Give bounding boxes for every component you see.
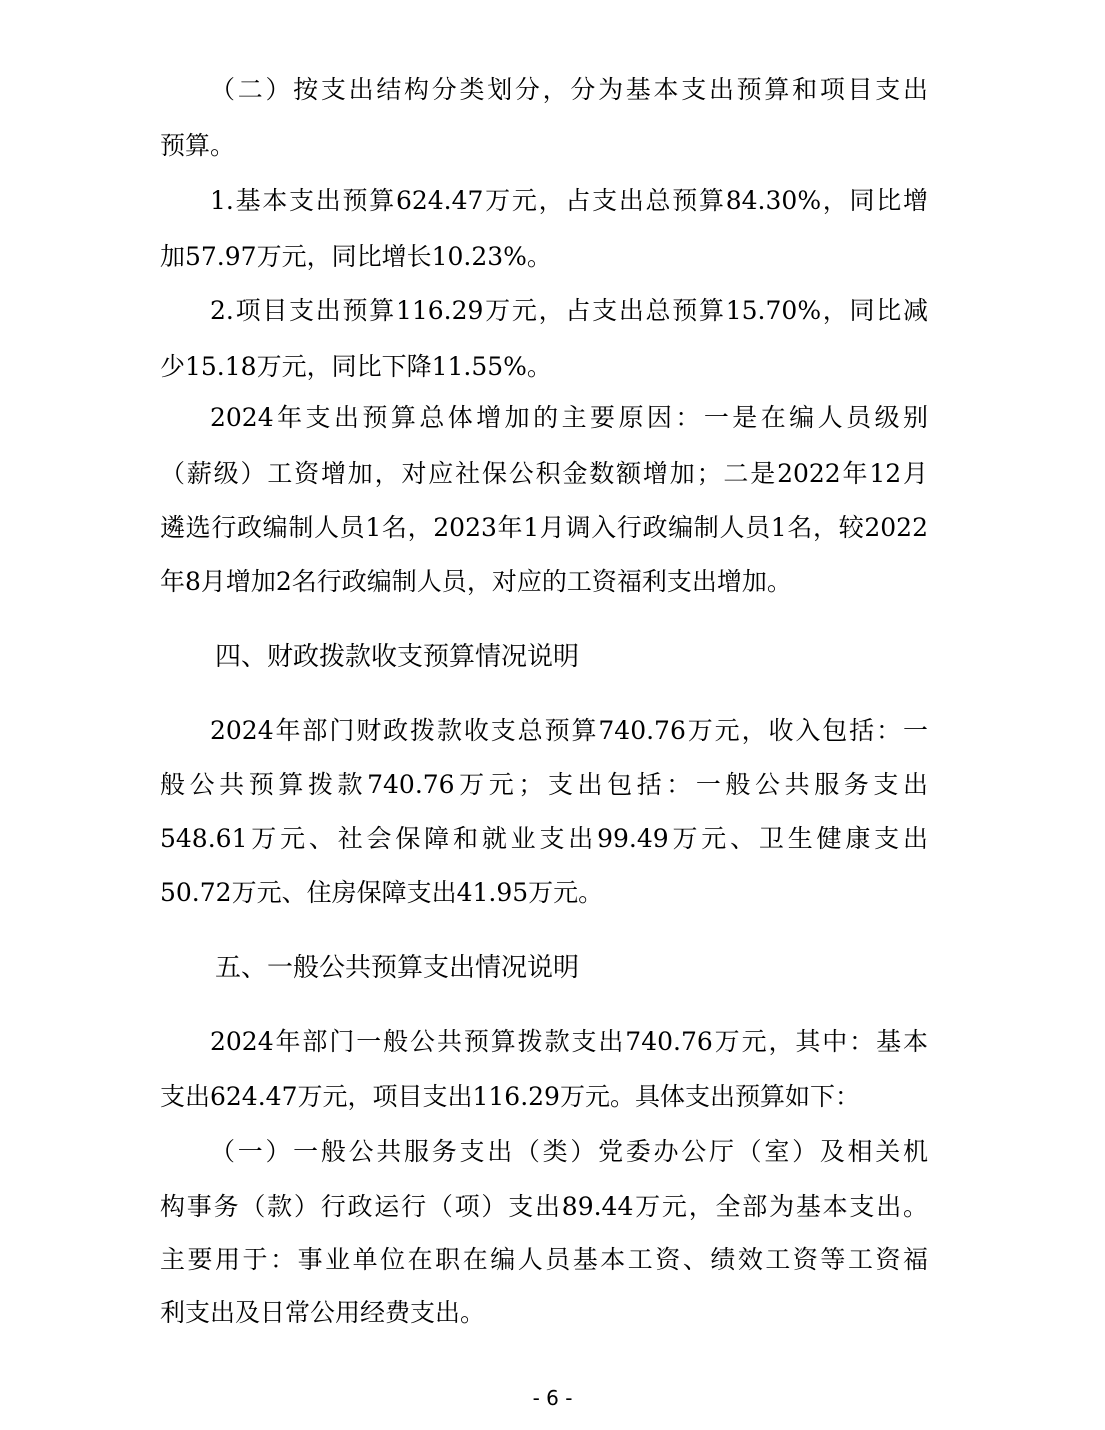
text-line: 般公共预算拨款740.76万元；支出包括：一般公共服务支出 — [160, 770, 928, 799]
text-line: 遴选行政编制人员1名，2023年1月调入行政编制人员1名，较2022 — [160, 513, 928, 542]
text-line: 2.项目支出预算116.29万元，占支出总预算15.70%，同比减 — [210, 296, 928, 325]
text-line: 1.基本支出预算624.47万元，占支出总预算84.30%，同比增 — [210, 186, 928, 215]
text-line: 年8月增加2名行政编制人员，对应的工资福利支出增加。 — [160, 567, 792, 596]
text-line: 支出624.47万元，项目支出116.29万元。具体支出预算如下： — [160, 1082, 860, 1111]
text-line: 加57.97万元，同比增长10.23%。 — [160, 242, 552, 271]
page-number: - 6 - — [532, 1386, 573, 1410]
text-line: 少15.18万元，同比下降11.55%。 — [160, 352, 552, 381]
text-line: （一）一般公共服务支出（类）党委办公厅（室）及相关机 — [210, 1137, 928, 1166]
text-line: 2024年支出预算总体增加的主要原因：一是在编人员级别 — [210, 403, 928, 432]
text-line: 预算。 — [160, 131, 236, 160]
section-heading-general-budget: 五、一般公共预算支出情况说明 — [215, 953, 580, 983]
text-line: 利支出及日常公用经费支出。 — [160, 1298, 486, 1327]
text-line: （薪级）工资增加，对应社保公积金数额增加；二是2022年12月 — [160, 459, 928, 488]
text-line: 2024年部门财政拨款收支总预算740.76万元，收入包括：一 — [210, 716, 928, 745]
text-line: 构事务（款）行政运行（项）支出89.44万元，全部为基本支出。 — [160, 1192, 928, 1221]
text-line: 主要用于：事业单位在职在编人员基本工资、绩效工资等工资福 — [160, 1245, 928, 1274]
text-line: 2024年部门一般公共预算拨款支出740.76万元，其中：基本 — [210, 1027, 928, 1056]
text-line: 548.61万元、社会保障和就业支出99.49万元、卫生健康支出 — [160, 824, 928, 853]
section-heading-fiscal-appropriation: 四、财政拨款收支预算情况说明 — [215, 642, 580, 672]
text-line: 50.72万元、住房保障支出41.95万元。 — [160, 878, 604, 907]
text-line: （二）按支出结构分类划分，分为基本支出预算和项目支出 — [210, 75, 928, 104]
